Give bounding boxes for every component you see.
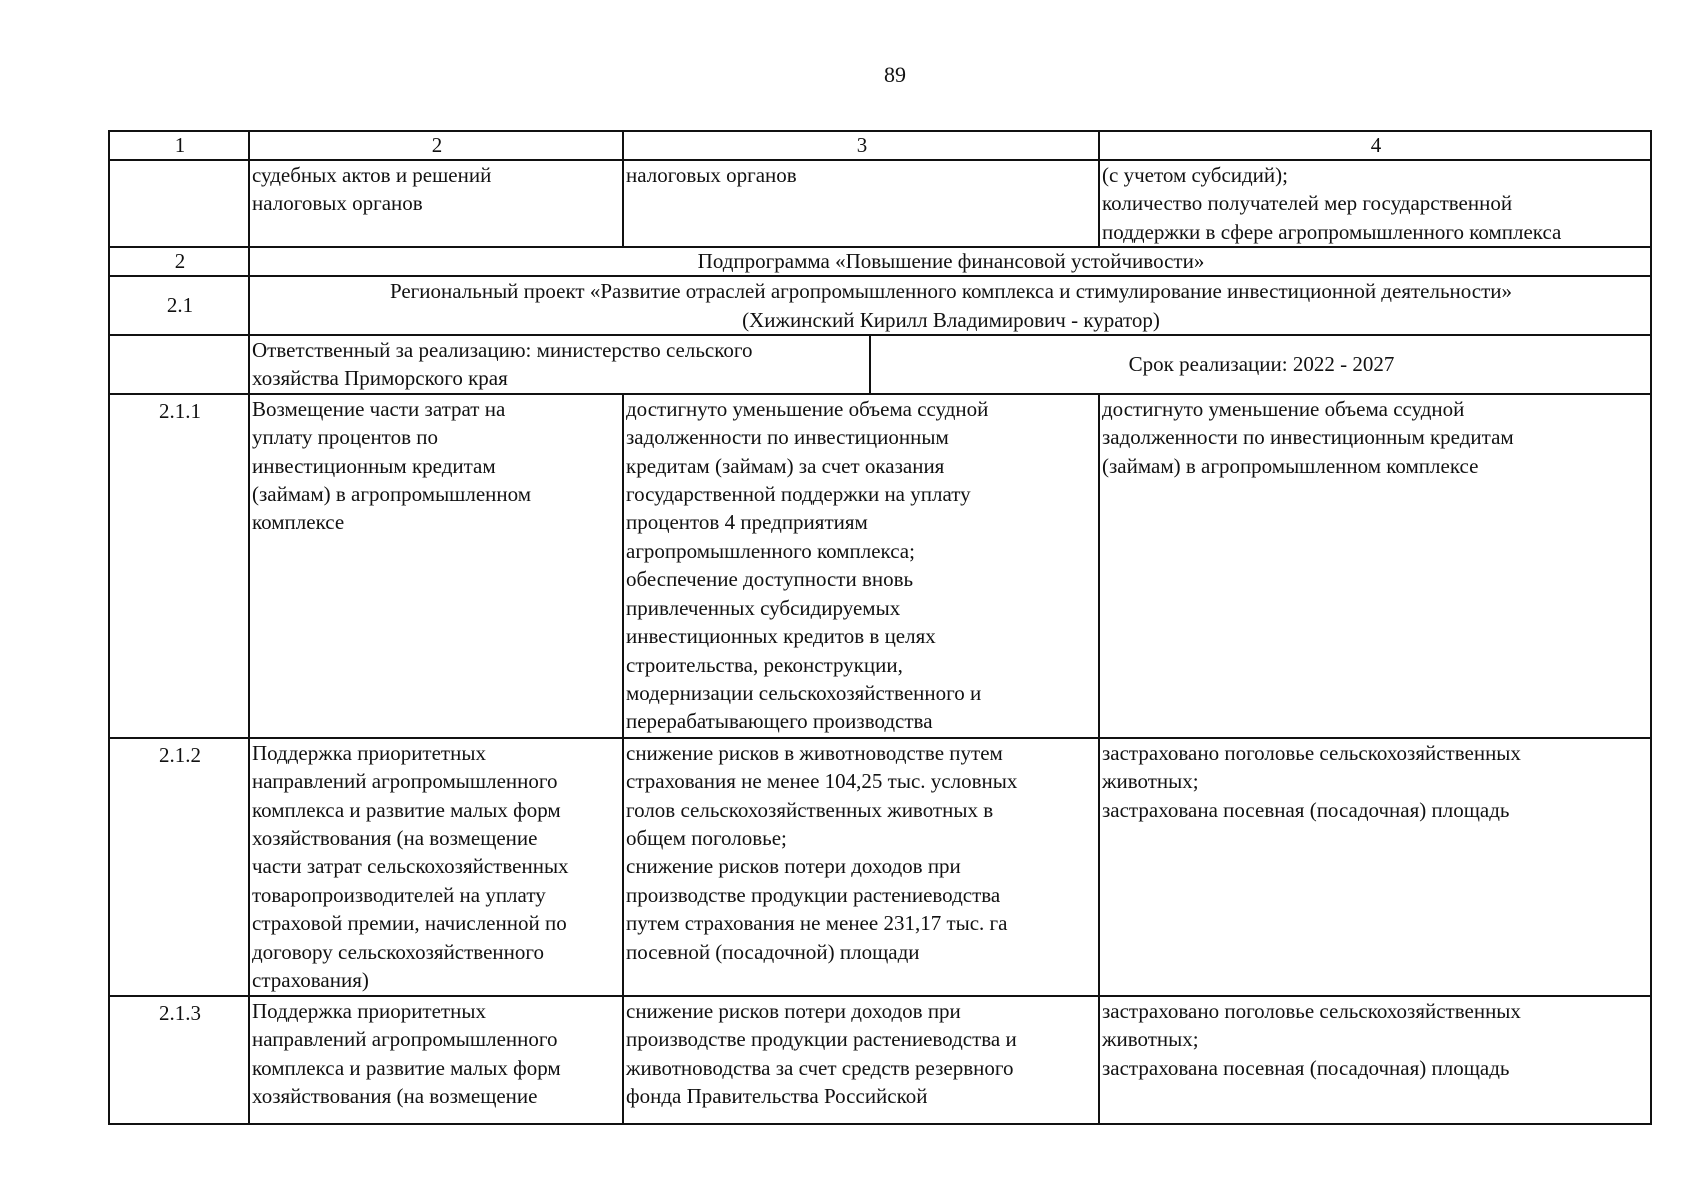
text-line: (займам) в агропромышленном [252, 482, 532, 507]
responsible-inner [250, 336, 1650, 393]
text-line: застраховано поголовье сельскохозяйственных [1102, 998, 1521, 1023]
text-line: задолженности по инвестиционным кредитам [1102, 425, 1514, 450]
text-line: общем поголовье; [626, 826, 787, 851]
text-line: направлений агропромышленного [252, 769, 558, 794]
text-line: хозяйствования (на возмещение [252, 826, 538, 851]
page-number: 89 [884, 62, 906, 87]
header-col-2: 2 [249, 131, 623, 160]
text-line: производстве продукции растениеводства [626, 882, 1001, 907]
text-line: животных; [1102, 1027, 1199, 1052]
continuation-col3 [623, 160, 1099, 247]
row-number: 2.1.3 [109, 996, 249, 1124]
text-line: страхования не менее 104,25 тыс. условных [626, 769, 1018, 794]
text-line: инвестиционных кредитов в целях [626, 624, 936, 649]
subprogram-row [109, 247, 1651, 276]
header-col-3: 3 [623, 131, 1099, 160]
text-line: направлений агропромышленного [252, 1027, 558, 1052]
text-line: комплекса и развитие малых форм [252, 1055, 561, 1080]
text-line: государственной поддержки на уплату [626, 482, 971, 507]
row-indicator [1099, 394, 1651, 738]
subprogram-title: Подпрограмма «Повышение финансовой устойчивости» [249, 247, 1651, 276]
project-curator: (Хижинский Кирилл Владимирович - куратор) [742, 307, 1160, 332]
table-row [109, 996, 1651, 1124]
table-row [109, 394, 1651, 738]
row-number: 2.1.2 [109, 738, 249, 996]
continuation-col2 [249, 160, 623, 247]
text-line: Поддержка приоритетных [252, 740, 486, 765]
text-line: достигнуто уменьшение объема ссудной [626, 396, 989, 421]
text-line: агропромышленного комплекса; [626, 538, 915, 563]
text-line: производстве продукции растениеводства и [626, 1027, 1017, 1052]
header-col-4: 4 [1099, 131, 1651, 160]
text-line: снижение рисков потери доходов при [626, 998, 961, 1023]
continuation-row [109, 160, 1651, 247]
project-title [249, 276, 1651, 335]
subprogram-number: 2 [109, 247, 249, 276]
text-line: строительства, реконструкции, [626, 652, 903, 677]
responsible-number-cell [109, 335, 249, 394]
project-row [109, 276, 1651, 335]
continuation-col4 [1099, 160, 1651, 247]
text-line: задолженности по инвестиционным [626, 425, 949, 450]
table-row [109, 738, 1651, 996]
header-row [109, 131, 1651, 160]
text-line: кредитам (займам) за счет оказания [626, 453, 945, 478]
text-line: налоговых органов [626, 163, 797, 187]
implementation-term: Срок реализации: 2022 - 2027 [1128, 352, 1395, 377]
text-line: перерабатывающего производства [626, 709, 933, 734]
text-line: страхования) [252, 968, 369, 993]
text-line: животных; [1102, 769, 1199, 794]
responsible-cell [249, 335, 1651, 394]
continuation-number-cell [109, 160, 249, 247]
text-line: процентов 4 предприятиям [626, 510, 868, 535]
text-line: поддержки в сфере агропромышленного комплекса [1102, 219, 1562, 244]
text-line: снижение рисков в животноводстве путем [626, 740, 1003, 765]
row-expected-result [623, 738, 1099, 996]
text-line: части затрат сельскохозяйственных [252, 854, 569, 879]
text-line: налоговых органов [252, 191, 423, 216]
text-line: инвестиционным кредитам [252, 453, 496, 478]
responsible-row [109, 335, 1651, 394]
text-line: снижение рисков потери доходов при [626, 854, 961, 879]
text-line: достигнуто уменьшение объема ссудной [1102, 396, 1465, 421]
text-line: привлеченных субсидируемых [626, 595, 901, 620]
text-line: Ответственный за реализацию: министерство сельского [252, 338, 753, 363]
project-title-line1: Региональный проект «Развитие отраслей агропромышленного комплекса и стимулирование инвестиционной деятельности» [389, 279, 1513, 304]
header-col-1: 1 [109, 131, 249, 160]
text-line: животноводства за счет средств резервного [626, 1055, 1014, 1080]
project-number: 2.1 [109, 276, 249, 335]
row-expected-result [623, 394, 1099, 738]
responsible-executor [250, 336, 870, 393]
text-line: Поддержка приоритетных [252, 998, 486, 1023]
text-line: хозяйствования (на возмещение [252, 1084, 538, 1109]
text-line: обеспечение доступности вновь [626, 567, 914, 592]
row-number: 2.1.1 [109, 394, 249, 738]
text-line: (с учетом субсидий); [1102, 163, 1288, 187]
text-line: комплекса и развитие малых форм [252, 797, 561, 822]
text-line: посевной (посадочной) площади [626, 939, 920, 964]
text-line: (займам) в агропромышленном комплексе [1102, 453, 1479, 478]
row-indicator [1099, 996, 1651, 1124]
text-line: голов сельскохозяйственных животных в [626, 797, 994, 822]
text-line: страховой премии, начисленной по [252, 911, 567, 936]
row-measure [249, 394, 623, 738]
program-table [108, 130, 1652, 1125]
row-measure [249, 738, 623, 996]
text-line: комплексе [252, 510, 345, 535]
text-line: количество получателей мер государственной [1102, 191, 1513, 216]
text-line: застрахована посевная (посадочная) площадь [1102, 1055, 1510, 1080]
text-line: товаропроизводителей на уплату [252, 882, 546, 907]
text-line: хозяйства Приморского края [252, 366, 508, 391]
row-indicator [1099, 738, 1651, 996]
text-line: модернизации сельскохозяйственного и [626, 680, 982, 705]
text-line: застрахована посевная (посадочная) площадь [1102, 797, 1510, 822]
row-expected-result [623, 996, 1099, 1124]
text-line: договору сельскохозяйственного [252, 939, 544, 964]
row-measure [249, 996, 623, 1124]
text-line: застраховано поголовье сельскохозяйственных [1102, 740, 1521, 765]
text-line: Возмещение части затрат на [252, 396, 506, 421]
text-line: фонда Правительства Российской [626, 1084, 928, 1109]
text-line: судебных актов и решений [252, 163, 492, 187]
text-line: путем страхования не менее 231,17 тыс. га [626, 911, 1008, 936]
text-line: уплату процентов по [252, 425, 438, 450]
